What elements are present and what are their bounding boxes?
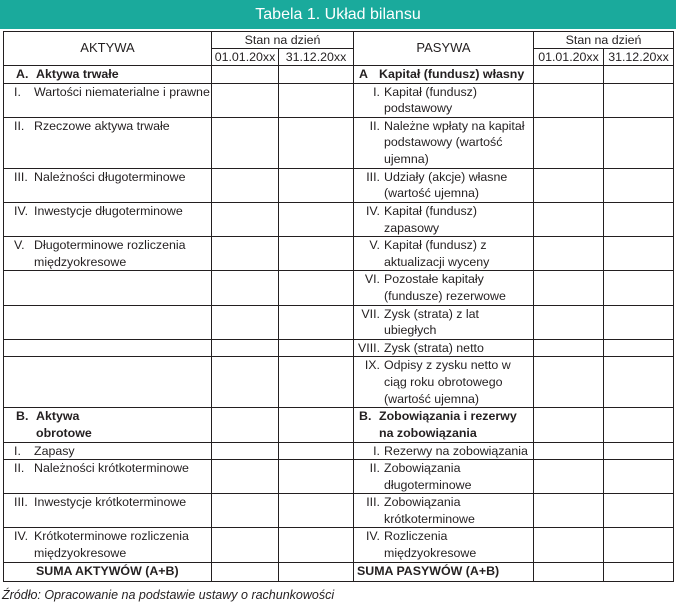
item-number: II. bbox=[14, 461, 25, 476]
table-row bbox=[4, 83, 674, 117]
table-row bbox=[4, 442, 674, 460]
item-label: Krótkoterminowe rozliczenia międzyokresowe bbox=[34, 529, 189, 561]
aktywa-cell bbox=[4, 408, 212, 442]
pasywa-cell bbox=[354, 83, 534, 117]
item-label: Kapitał (fundusz) zapasowy bbox=[384, 203, 477, 235]
value-cell bbox=[534, 271, 604, 305]
item-number: VII. bbox=[361, 306, 380, 321]
item-label: Inwestycje krótkoterminowe bbox=[34, 495, 187, 510]
sum-row bbox=[4, 562, 674, 581]
item-number: V. bbox=[14, 238, 25, 253]
value-cell bbox=[279, 460, 354, 494]
value-cell bbox=[212, 66, 279, 84]
value-cell bbox=[604, 339, 674, 357]
table-title: Tabela 1. Układ bilansu bbox=[0, 0, 676, 29]
value-cell bbox=[279, 494, 354, 528]
value-cell bbox=[279, 66, 354, 84]
stan-header-right: Stan na dzień bbox=[534, 32, 674, 49]
value-cell bbox=[279, 271, 354, 305]
aktywa-cell bbox=[4, 460, 212, 494]
value-cell bbox=[212, 494, 279, 528]
aktywa-cell bbox=[4, 305, 212, 339]
item-label: Należności długoterminowe bbox=[34, 169, 186, 184]
item-label: Zysk (strata) z lat ubiegłych bbox=[384, 306, 480, 338]
value-cell bbox=[279, 357, 354, 408]
aktywa-cell bbox=[4, 357, 212, 408]
value-cell bbox=[534, 83, 604, 117]
pasywa-cell bbox=[354, 117, 534, 168]
pasywa-header: PASYWA bbox=[354, 32, 534, 66]
table-row bbox=[4, 237, 674, 271]
item-label: Wartości niematerialne i prawne bbox=[34, 84, 210, 99]
value-cell bbox=[604, 168, 674, 202]
item-label: Zapasy bbox=[34, 443, 75, 458]
item-number: V. bbox=[369, 238, 380, 253]
pasywa-sum-label: SUMA PASYWÓW (A+B) bbox=[357, 563, 500, 578]
item-number: IX. bbox=[364, 358, 380, 373]
pasywa-cell bbox=[354, 202, 534, 236]
source-note: Źródło: Opracowanie na podstawie ustawy o rachunkowości bbox=[2, 588, 335, 602]
date-end-right: 31.12.20xx bbox=[604, 49, 674, 66]
date-start-right: 01.01.20xx bbox=[534, 49, 604, 66]
item-label: Rozliczenia międzyokresowe bbox=[384, 529, 477, 561]
pasywa-cell bbox=[354, 460, 534, 494]
item-number: A bbox=[359, 67, 368, 81]
value-cell bbox=[604, 528, 674, 562]
pasywa-cell bbox=[354, 305, 534, 339]
value-cell bbox=[279, 202, 354, 236]
value-cell bbox=[604, 460, 674, 494]
aktywa-cell bbox=[4, 237, 212, 271]
aktywa-cell bbox=[4, 117, 212, 168]
pasywa-cell bbox=[354, 442, 534, 460]
item-number: I. bbox=[14, 84, 21, 99]
item-label: Należności krótkoterminowe bbox=[34, 461, 189, 476]
value-cell bbox=[212, 562, 279, 581]
aktywa-sum-label: SUMA AKTYWÓW (A+B) bbox=[36, 563, 179, 578]
item-number: III. bbox=[14, 169, 28, 184]
item-number: A. bbox=[16, 67, 29, 81]
table-row bbox=[4, 271, 674, 305]
table-row bbox=[4, 460, 674, 494]
value-cell bbox=[279, 305, 354, 339]
item-label: Kapitał (fundusz) własny bbox=[379, 67, 525, 81]
item-label: Udziały (akcje) własne (wartość ujemna) bbox=[384, 169, 508, 201]
value-cell bbox=[604, 202, 674, 236]
table-row bbox=[4, 168, 674, 202]
header-row-1 bbox=[4, 32, 674, 49]
value-cell bbox=[212, 168, 279, 202]
value-cell bbox=[534, 408, 604, 442]
item-label: Kapitał (fundusz) z aktualizacji wyceny bbox=[384, 238, 490, 269]
item-label: Pozostałe kapitały (fundusze) rezerwowe bbox=[384, 272, 506, 303]
value-cell bbox=[534, 117, 604, 168]
value-cell bbox=[212, 528, 279, 562]
table-row bbox=[4, 528, 674, 562]
value-cell bbox=[279, 528, 354, 562]
pasywa-cell bbox=[354, 339, 534, 357]
table-row bbox=[4, 305, 674, 339]
aktywa-cell bbox=[4, 168, 212, 202]
value-cell bbox=[279, 117, 354, 168]
item-label: Rzeczowe aktywa trwałe bbox=[34, 118, 170, 133]
pasywa-cell bbox=[354, 528, 534, 562]
table-row bbox=[4, 357, 674, 408]
item-label: Długoterminowe rozliczenia międzyokresowe bbox=[34, 238, 186, 269]
table-row bbox=[4, 202, 674, 236]
table-row bbox=[4, 66, 674, 84]
value-cell bbox=[534, 168, 604, 202]
aktywa-sum-cell bbox=[4, 562, 212, 581]
item-label: Inwestycje długoterminowe bbox=[34, 203, 183, 218]
item-number: VIII. bbox=[358, 340, 381, 355]
value-cell bbox=[212, 442, 279, 460]
value-cell bbox=[279, 83, 354, 117]
item-number: II. bbox=[14, 118, 25, 133]
value-cell bbox=[212, 305, 279, 339]
value-cell bbox=[604, 271, 674, 305]
item-label: Należne wpłaty na kapitał podstawowy (wartość ujemna) bbox=[384, 118, 525, 166]
aktywa-cell bbox=[4, 339, 212, 357]
value-cell bbox=[279, 237, 354, 271]
item-number: IV. bbox=[365, 529, 380, 544]
item-number: VI. bbox=[364, 272, 380, 287]
item-number: III. bbox=[366, 169, 380, 184]
value-cell bbox=[604, 357, 674, 408]
value-cell bbox=[604, 83, 674, 117]
aktywa-cell bbox=[4, 494, 212, 528]
value-cell bbox=[604, 494, 674, 528]
aktywa-cell bbox=[4, 66, 212, 84]
pasywa-cell bbox=[354, 357, 534, 408]
value-cell bbox=[604, 237, 674, 271]
aktywa-cell bbox=[4, 202, 212, 236]
aktywa-cell bbox=[4, 442, 212, 460]
item-label: Zobowiązania krótkoterminowe bbox=[384, 495, 475, 526]
aktywa-header: AKTYWA bbox=[4, 32, 212, 66]
aktywa-cell bbox=[4, 271, 212, 305]
item-label: Zobowiązania i rezerwy na zobowiązania bbox=[379, 409, 517, 440]
value-cell bbox=[212, 83, 279, 117]
value-cell bbox=[212, 357, 279, 408]
item-number: B. bbox=[359, 409, 372, 424]
value-cell bbox=[534, 494, 604, 528]
value-cell bbox=[604, 408, 674, 442]
value-cell bbox=[212, 202, 279, 236]
pasywa-cell bbox=[354, 271, 534, 305]
item-label: Zobowiązania długoterminowe bbox=[384, 461, 472, 492]
item-label: Zysk (strata) netto bbox=[384, 340, 484, 355]
value-cell bbox=[604, 117, 674, 168]
value-cell bbox=[534, 442, 604, 460]
item-number: II. bbox=[369, 461, 380, 476]
value-cell bbox=[534, 460, 604, 494]
value-cell bbox=[212, 408, 279, 442]
value-cell bbox=[212, 339, 279, 357]
stan-header-left: Stan na dzień bbox=[212, 32, 354, 49]
table-row bbox=[4, 339, 674, 357]
value-cell bbox=[604, 305, 674, 339]
item-number: II. bbox=[369, 118, 380, 133]
value-cell bbox=[534, 562, 604, 581]
value-cell bbox=[534, 237, 604, 271]
pasywa-sum-cell bbox=[354, 562, 534, 581]
table-row bbox=[4, 408, 674, 442]
pasywa-cell bbox=[354, 408, 534, 442]
item-number: B. bbox=[16, 409, 29, 424]
item-number: IV. bbox=[365, 203, 380, 218]
aktywa-cell bbox=[4, 83, 212, 117]
value-cell bbox=[279, 562, 354, 581]
value-cell bbox=[534, 357, 604, 408]
table-row bbox=[4, 117, 674, 168]
pasywa-cell bbox=[354, 66, 534, 84]
value-cell bbox=[534, 339, 604, 357]
pasywa-cell bbox=[354, 494, 534, 528]
item-number: I. bbox=[14, 443, 21, 458]
value-cell bbox=[212, 460, 279, 494]
value-cell bbox=[604, 66, 674, 84]
item-label: Aktywa obrotowe bbox=[36, 409, 92, 440]
value-cell bbox=[534, 66, 604, 84]
value-cell bbox=[534, 202, 604, 236]
balance-sheet-table bbox=[3, 31, 674, 582]
value-cell bbox=[604, 562, 674, 581]
value-cell bbox=[534, 305, 604, 339]
item-number: III. bbox=[14, 495, 28, 510]
item-label: Odpisy z zysku netto w ciąg roku obrotowego (wartość ujemna) bbox=[384, 358, 511, 406]
value-cell bbox=[212, 117, 279, 168]
pasywa-cell bbox=[354, 237, 534, 271]
item-number: I. bbox=[373, 84, 380, 99]
value-cell bbox=[212, 237, 279, 271]
value-cell bbox=[604, 442, 674, 460]
date-end-left: 31.12.20xx bbox=[279, 49, 354, 66]
item-label: Rezerwy na zobowiązania bbox=[384, 443, 528, 458]
value-cell bbox=[279, 339, 354, 357]
value-cell bbox=[279, 168, 354, 202]
value-cell bbox=[279, 442, 354, 460]
aktywa-cell bbox=[4, 528, 212, 562]
date-start-left: 01.01.20xx bbox=[212, 49, 279, 66]
value-cell bbox=[534, 528, 604, 562]
pasywa-cell bbox=[354, 168, 534, 202]
item-number: III. bbox=[366, 495, 380, 510]
value-cell bbox=[212, 271, 279, 305]
table-row bbox=[4, 494, 674, 528]
item-number: I. bbox=[373, 443, 380, 458]
item-label: Kapitał (fundusz) podstawowy bbox=[384, 84, 477, 116]
item-label: Aktywa trwałe bbox=[36, 67, 119, 81]
item-number: IV. bbox=[14, 203, 29, 218]
value-cell bbox=[279, 408, 354, 442]
item-number: IV. bbox=[14, 529, 29, 544]
